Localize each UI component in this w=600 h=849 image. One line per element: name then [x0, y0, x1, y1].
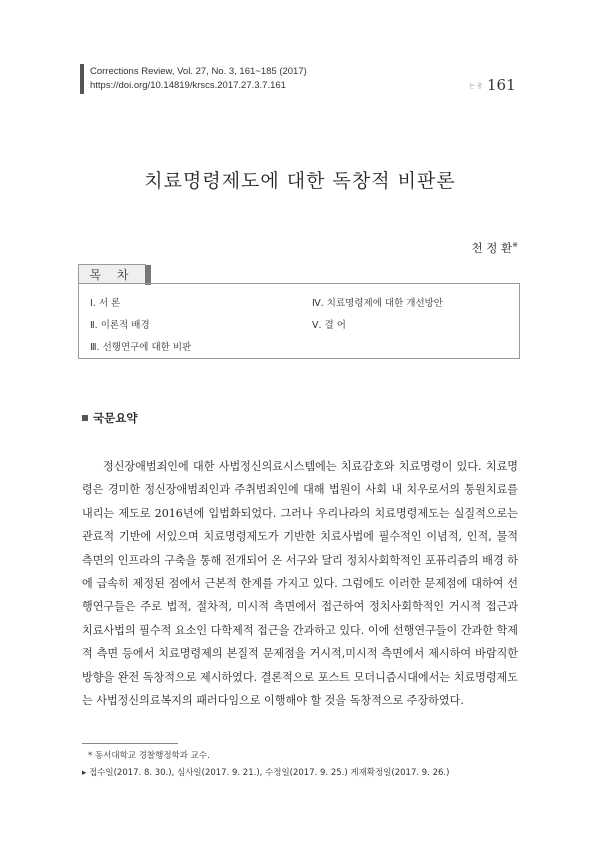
author-footnote-mark: ※ — [512, 241, 518, 250]
journal-citation: Corrections Review, Vol. 27, No. 3, 161~185 (2017) — [90, 66, 307, 77]
abstract-body — [82, 455, 518, 712]
footnote-affiliation: * 동서대학교 경찰행정학과 교수. — [88, 751, 210, 761]
square-bullet-icon — [82, 415, 88, 421]
toc-item-critique: Ⅲ. 선행연구에 대한 비판 — [90, 342, 192, 353]
paper-title: 치료명령제도에 대한 독창적 비판론 — [144, 170, 456, 192]
doi-link[interactable]: https://doi.org/10.14819/krscs.2017.27.3.7.161 — [90, 80, 286, 91]
abstract-heading-text: 국문요약 — [93, 411, 138, 425]
toc-label: 목 차 — [78, 264, 146, 284]
author-name-text: 천 정 환 — [471, 241, 513, 255]
abstract-paragraph: 정신장애범죄인에 대한 사법정신의료시스템에는 치료감호와 치료명령이 있다. 치료명령은 경미한 정신장애범죄인과 주취범죄인에 대해 법원이 사회 내 치우로서의 통원치료를 내리는 제도로 2016년에 입법화되었다. 그러나 우리나라의 치료명령제도는 실질적으로는 관료적 기반에 서있으며 치료명령제도가 기반한 치료사법에 필수적인 이념적, 인적, 물적 측면의 인프라의 구축을 통해 전개되어 온 서구와 달리 정치사회학적인 포퓨리즘의 배경 하에 급속히 제정된 점에서 근본적 한계를 가지고 있다. 그럼에도 이러한 문제점에 대하여 선행연구들은 주로 법적, 절차적, 미시적 측면에서 접근하여 정치사회학적인 거시적 접근과 치료사법의 필수적 요소인 다학제적 접근을 간과하고 있다. 이에 선행연구들이 간과한 학제적 측면 등에서 치료명령제의 본질적 문제점을 거시적,미시적 측면에서 제시하여 바람직한 방향을 완전 독창적으로 제시하였다. 결론적으로 포스트 모더니즘시대에서는 치료명령제도는 사법정신의료복지의 패러다임으로 이행해야 할 것을 독창적으로 주장하였다. — [82, 460, 519, 708]
header-accent-bar — [80, 64, 84, 94]
author-name — [471, 240, 518, 256]
page-number: 161 — [487, 76, 516, 94]
abstract-heading — [82, 410, 137, 426]
toc-item-intro: Ⅰ. 서 론 — [90, 298, 121, 309]
toc-item-conclusion: Ⅴ. 결 어 — [312, 320, 346, 331]
footnote-divider — [82, 743, 178, 744]
toc-box — [78, 283, 520, 359]
toc-item-improvement: Ⅳ. 치료명령제에 대한 개선방안 — [312, 298, 443, 309]
toc-item-background: Ⅱ. 이론적 배경 — [90, 320, 150, 331]
header-ornament: 논 총 — [469, 83, 483, 90]
footnote-dates: ▸ 접수일(2017. 8. 30.), 심사일(2017. 9. 21.), 수정일(2017. 9. 25.) 게재확정일(2017. 9. 26.) — [82, 768, 450, 778]
